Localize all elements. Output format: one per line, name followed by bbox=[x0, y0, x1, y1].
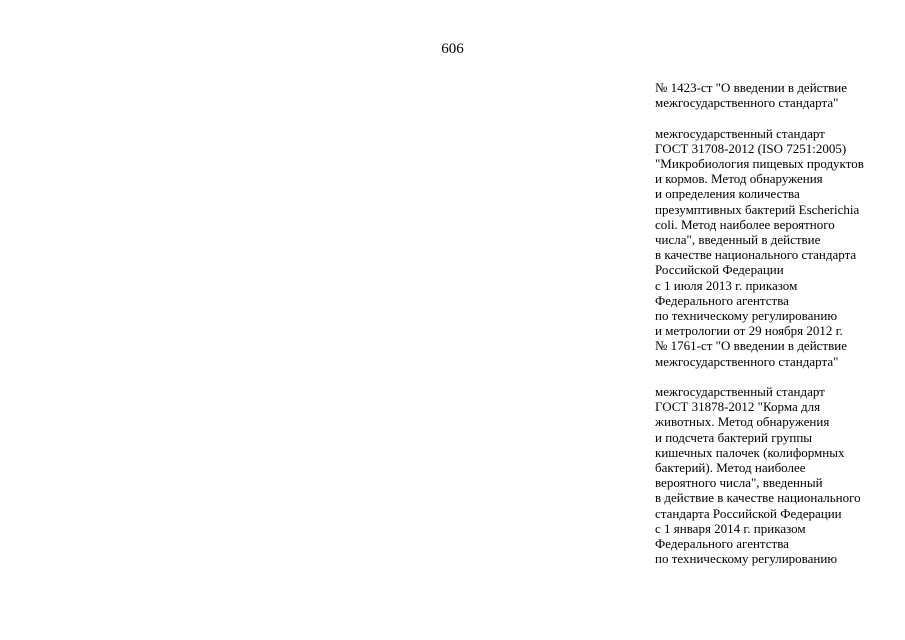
text-line: кишечных палочек (колиформных bbox=[655, 444, 845, 460]
text-line: Федерального агентства bbox=[655, 536, 789, 552]
text-line: Российской Федерации bbox=[655, 262, 784, 278]
text-line: с 1 января 2014 г. приказом bbox=[655, 520, 806, 536]
paragraph bbox=[655, 384, 895, 566]
text-column bbox=[655, 80, 895, 566]
text-line: Федерального агентства bbox=[655, 292, 789, 308]
text-line: межгосударственный стандарт bbox=[655, 125, 825, 141]
text-line: и подсчета бактерий группы bbox=[655, 429, 813, 445]
text-line: по техническому регулированию bbox=[655, 308, 838, 324]
text-line: "Микробиология пищевых продуктов bbox=[655, 156, 864, 171]
text-line: числа", введенный в действие bbox=[655, 232, 821, 248]
text-line: и метрологии от 29 ноября 2012 г. bbox=[655, 323, 843, 339]
text-line: ГОСТ 31878-2012 "Корма для bbox=[655, 399, 821, 415]
text-line: вероятного числа", введенный bbox=[655, 475, 823, 491]
page-number: 606 bbox=[441, 41, 464, 57]
text-line: животных. Метод обнаружения bbox=[655, 414, 830, 430]
text-line: межгосударственный стандарт bbox=[655, 384, 825, 400]
text-line: и определения количества bbox=[655, 186, 800, 202]
text-line: в качестве национального стандарта bbox=[655, 247, 857, 263]
text-line: стандарта Российской Федерации bbox=[655, 505, 842, 521]
text-line: № 1423-ст "О введении в действие bbox=[655, 80, 847, 95]
text-line: в действие в качестве национального bbox=[655, 490, 861, 506]
text-line: coli. Метод наиболее вероятного bbox=[655, 216, 835, 232]
text-line: межгосударственного стандарта" bbox=[655, 353, 839, 369]
text-line: с 1 июля 2013 г. приказом bbox=[655, 277, 798, 293]
text-line: № 1761-ст "О введении в действие bbox=[655, 338, 847, 354]
text-line: по техническому регулированию bbox=[655, 551, 838, 567]
text-line: и кормов. Метод обнаружения bbox=[655, 171, 823, 187]
text-line: межгосударственного стандарта" bbox=[655, 95, 839, 111]
text-line: ГОСТ 31708-2012 (ISO 7251:2005) bbox=[655, 140, 847, 156]
paragraph bbox=[655, 126, 895, 369]
paragraph bbox=[655, 80, 895, 110]
text-line: бактерий). Метод наиболее bbox=[655, 460, 806, 476]
text-line: презумптивных бактерий Escherichia bbox=[655, 201, 860, 217]
